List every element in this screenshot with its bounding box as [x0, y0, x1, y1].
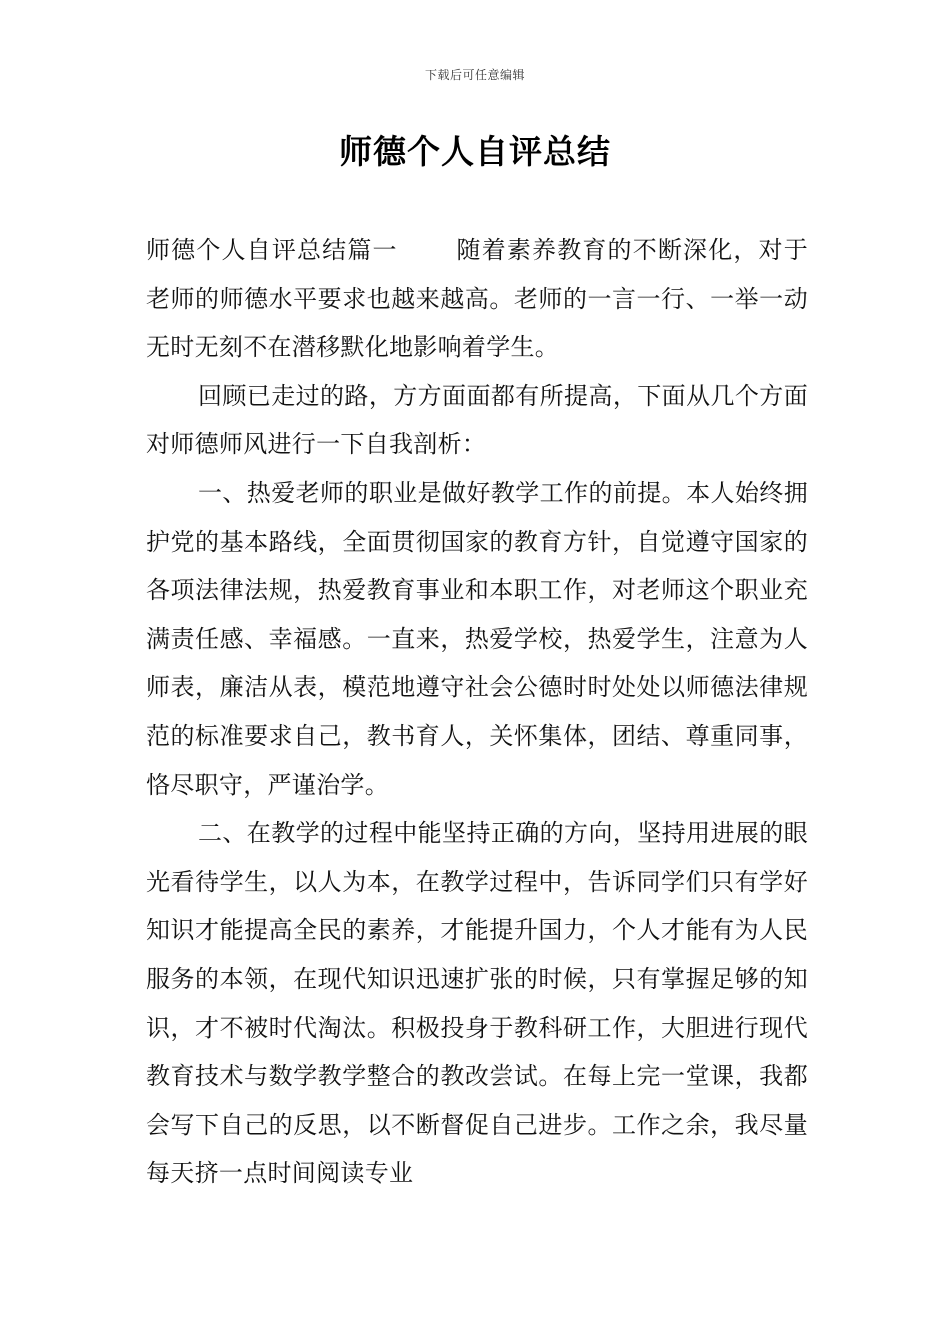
paragraph-1 [146, 226, 808, 372]
document-body [146, 226, 808, 1198]
document-title: 师德个人自评总结 [339, 132, 611, 171]
paragraph-2: 回顾已走过的路，方方面面都有所提高，下面从几个方面对师德师风进行一下自我剖析： [146, 381, 808, 459]
paragraph-3: 一、热爱老师的职业是做好教学工作的前提。本人始终拥护党的基本路线，全面贯彻国家的教育方针，自觉遵守国家的各项法律法规，热爱教育事业和本职工作，对老师这个职业充满责任感、幸福感。一直来，热爱学校，热爱学生，注意为人师表，廉洁从表，模范地遵守社会公德时时处处以师德法律规范的标准要求自己，教书育人，关怀集体，团结、尊重同事，恪尽职守，严谨治学。 [146, 478, 808, 799]
section-label: 师德个人自评总结篇一 [146, 236, 398, 264]
header-note: 下载后可任意编辑 [424, 68, 525, 82]
paragraph-4: 二、在教学的过程中能坚持正确的方向，坚持用进展的眼光看待学生，以人为本，在教学过程中，告诉同学们只有学好知识才能提高全民的素养，才能提升国力，个人才能有为人民服务的本领，在现代知识迅速扩张的时候，只有掌握足够的知识，才不被时代淘汰。积极投身于教科研工作，大胆进行现代教育技术与数学教学整合的教改尝试。在每上完一堂课，我都会写下自己的反思，以不断督促自己进步。工作之余，我尽量每天挤一点时间阅读专业 [146, 819, 808, 1188]
paragraph-1-text: 随着素养教育的不断深化，对于老师的师德水平要求也越来越高。老师的一言一行、一举一动无时无刻不在潜移默化地影响着学生。 [146, 236, 809, 362]
